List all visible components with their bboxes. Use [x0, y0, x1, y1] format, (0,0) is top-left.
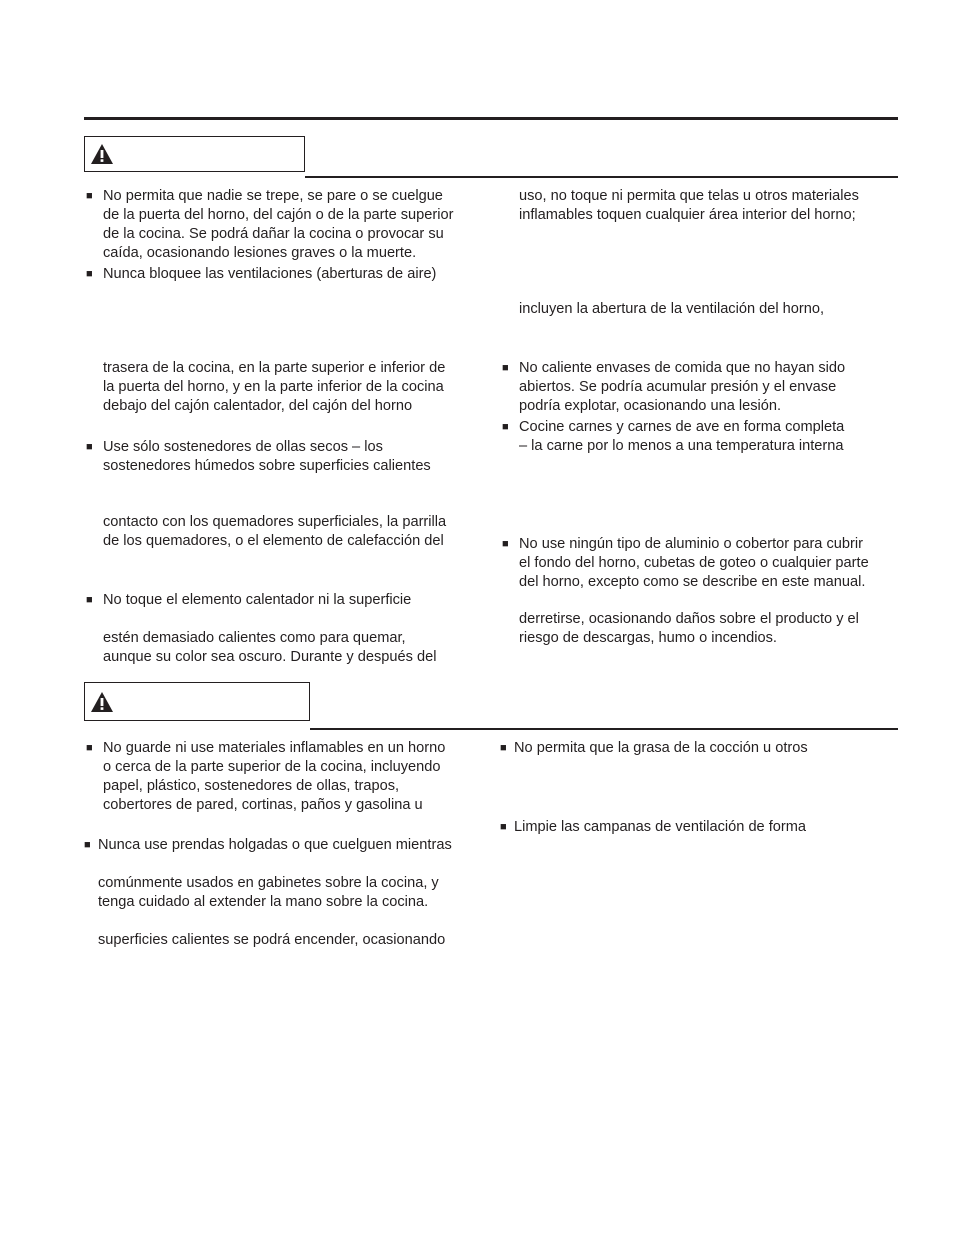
text-line: trasera de la cocina, en la parte superior e inferior de — [103, 360, 446, 376]
bullet: ■ — [500, 821, 507, 833]
bullet: ■ — [502, 362, 509, 374]
text-line: No permita que nadie se trepe, se pare o se cuelgue — [103, 188, 443, 204]
bullet: ■ — [86, 268, 93, 280]
text-line: de la cocina. Se podrá dañar la cocina o provocar su — [103, 226, 444, 242]
text-line: del horno, excepto como se describe en este manual. — [519, 574, 866, 590]
text-line: derretirse, ocasionando daños sobre el producto y el — [519, 611, 859, 627]
text-line: No toque el elemento calentador ni la superficie — [103, 592, 412, 608]
text-line: caída, ocasionando lesiones graves o la muerte. — [103, 245, 417, 261]
text-line: el fondo del horno, cubetas de goteo o cualquier parte — [519, 555, 869, 571]
top-rule — [84, 117, 898, 120]
text-line: – la carne por lo menos a una temperatura interna — [519, 438, 844, 454]
text-line: aunque su color sea oscuro. Durante y después del — [103, 649, 437, 665]
text-line: Cocine carnes y carnes de ave en forma completa — [519, 419, 845, 435]
bullet: ■ — [84, 839, 91, 851]
section-rule-2 — [310, 728, 898, 730]
text-line: riesgo de descargas, humo o incendios. — [519, 630, 777, 646]
bullet: ■ — [86, 190, 93, 202]
bullet: ■ — [86, 441, 93, 453]
bullet: ■ — [502, 421, 509, 433]
section-rule-1 — [305, 176, 898, 178]
text-line: estén demasiado calientes como para quemar, — [103, 630, 406, 646]
text-line: Nunca use prendas holgadas o que cuelguen mientras — [98, 837, 452, 853]
text-line: Limpie las campanas de ventilación de forma — [514, 819, 807, 835]
text-line: comúnmente usados en gabinetes sobre la cocina, y — [98, 875, 439, 891]
text-line: de la puerta del horno, del cajón o de la parte superior — [103, 207, 454, 223]
text-line: Nunca bloquee las ventilaciones (aberturas de aire) — [103, 266, 437, 282]
text-line: abiertos. Se podría acumular presión y el envase — [519, 379, 837, 395]
warning-box-1 — [84, 136, 305, 172]
bullet: ■ — [500, 742, 507, 754]
text-line: tenga cuidado al extender la mano sobre la cocina. — [98, 894, 429, 910]
bullet: ■ — [86, 742, 93, 754]
text-line: No caliente envases de comida que no hayan sido — [519, 360, 846, 376]
text-line: cobertores de pared, cortinas, paños y gasolina u — [103, 797, 423, 813]
text-line: podría explotar, ocasionando una lesión. — [519, 398, 782, 414]
text-line: o cerca de la parte superior de la cocina, incluyendo — [103, 759, 441, 775]
warning-box-2 — [84, 682, 310, 721]
text-line: Use sólo sostenedores de ollas secos – los — [103, 439, 383, 455]
text-line: No permita que la grasa de la cocción u otros — [514, 740, 808, 756]
text-line: la puerta del horno, y en la parte inferior de la cocina — [103, 379, 444, 395]
text-line: No guarde ni use materiales inflamables en un horno — [103, 740, 446, 756]
text-line: debajo del cajón calentador, del cajón del horno — [103, 398, 413, 414]
warning-triangle-icon — [90, 143, 114, 165]
bullet: ■ — [502, 538, 509, 550]
text-line: uso, no toque ni permita que telas u otros materiales — [519, 188, 859, 204]
bullet: ■ — [86, 594, 93, 606]
text-line: contacto con los quemadores superficiales, la parrilla — [103, 514, 447, 530]
text-line: papel, plástico, sostenedores de ollas, trapos, — [103, 778, 400, 794]
text-line: No use ningún tipo de aluminio o cobertor para cubrir — [519, 536, 863, 552]
text-line: sostenedores húmedos sobre superficies calientes — [103, 458, 431, 474]
text-line: de los quemadores, o el elemento de calefacción del — [103, 533, 444, 549]
warning-triangle-icon — [90, 691, 114, 713]
text-line: superficies calientes se podrá encender, ocasionando — [98, 932, 446, 948]
text-line: inflamables toquen cualquier área interior del horno; — [519, 207, 856, 223]
text-line: incluyen la abertura de la ventilación del horno, — [519, 301, 825, 317]
